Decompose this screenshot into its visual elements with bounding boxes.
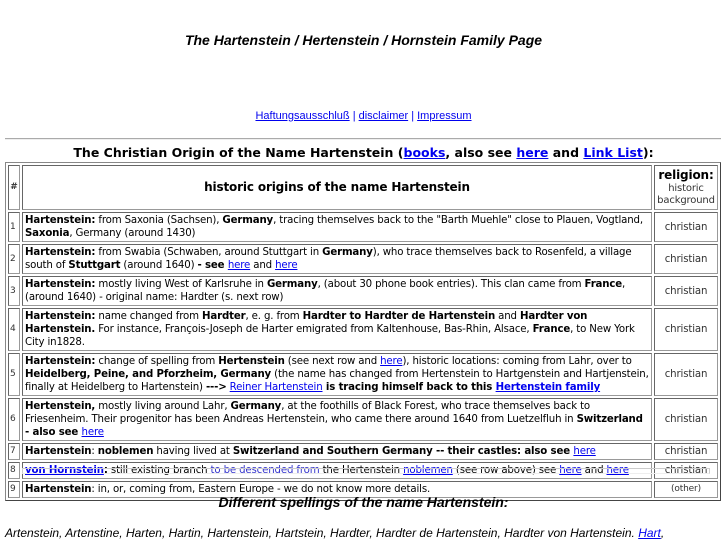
religion-sub: historic background [657, 182, 715, 206]
text-segment: : [91, 446, 98, 457]
text-segment: is tracing himself back to this [322, 382, 496, 393]
table-row [8, 308, 718, 351]
text-segment: Stuttgart [68, 260, 121, 271]
link[interactable]: Hertenstein family [495, 382, 601, 393]
origins-table [5, 162, 721, 501]
text-segment: Hardter to Hardter de Hartenstein [302, 311, 496, 322]
text-segment: Switzerland and Southern Germany -- their castles: also see [232, 446, 574, 457]
religion-cell: christian [654, 276, 718, 306]
hart-link[interactable]: Hart [638, 526, 661, 540]
text-segment: (around 1640) [120, 260, 198, 271]
text-segment: , at the foothills of Black Forest, who trace themselves back to Friesenheim. Their progenitor has been Andreas Hertenstein, who came there around 1640 from Luetzelfluh in [25, 401, 590, 425]
here-link[interactable]: here [516, 145, 549, 160]
divider [5, 138, 721, 140]
text-segment: (see next row and [284, 356, 381, 367]
text-segment: ), who trace themselves back to Rosenfeld, a village south of [25, 247, 632, 271]
text-segment: Saxonia [25, 228, 70, 239]
link[interactable]: here [559, 465, 582, 476]
text-segment: Germany [222, 215, 274, 226]
link[interactable]: here [573, 446, 596, 457]
row-number: 7 [8, 443, 20, 460]
spellings-text [5, 526, 725, 540]
row-number: 4 [8, 308, 20, 351]
text-segment: Hartenstein: [25, 311, 96, 322]
section-heading [0, 145, 727, 160]
text-segment: change of spelling from [95, 356, 219, 367]
spellings-heading: Different spellings of the name Hartenstein: [218, 494, 509, 510]
heading-text: ): [642, 145, 654, 160]
text-segment: France [584, 279, 623, 290]
link[interactable]: Reiner Hartenstein [229, 382, 323, 393]
origin-cell [22, 244, 652, 274]
text-segment: noblemen [97, 446, 154, 457]
table-row [8, 244, 718, 274]
text-segment: mostly living around Lahr, [95, 401, 231, 412]
text-segment: Hartenstein: [25, 356, 96, 367]
religion-cell: christian [654, 244, 718, 274]
religion-cell: christian [654, 212, 718, 242]
text-segment: (the name has changed from Hertenstein to Hartgenstein and Hartjenstein, finally at Heidelberg to Hartenstein) [25, 369, 649, 393]
disclaimer-link[interactable]: disclaimer [358, 110, 409, 122]
text-segment: Hardter von Hartenstein. [25, 311, 588, 335]
text-segment: Germany [230, 401, 282, 412]
link[interactable]: noblemen [403, 465, 453, 476]
heading-text: , also see [445, 145, 517, 160]
text-segment: ), historic locations: coming from Lahr, over to [402, 356, 632, 367]
top-links [0, 110, 727, 122]
heading-text: The Christian Origin of the Name Hartenstein ( [73, 145, 404, 160]
row-number: 2 [8, 244, 20, 274]
text-segment: Hartenstein [25, 484, 92, 495]
text-segment: , to New York City in1828. [25, 324, 635, 348]
text-segment: Hartenstein: [25, 279, 96, 290]
religion-cell: christian [654, 308, 718, 351]
text-segment: Germany [266, 279, 318, 290]
header-religion [654, 165, 718, 210]
row-number: 3 [8, 276, 20, 306]
spellings-list: Artenstein, Artenstine, Harten, Hartin, Hartenstein, Hartstein, Hardter, Hardter de Hartenstein, Hardter von Hartenstein. [5, 526, 639, 540]
text-segment: from Saxonia (Sachsen), [95, 215, 223, 226]
text-segment: Hertenstein [218, 356, 285, 367]
text-segment: , (about 30 phone book entries). This clan came from [317, 279, 585, 290]
text-segment: , e. g. from [245, 311, 303, 322]
header-origins: historic origins of the name Hartenstein [22, 165, 652, 210]
religion-cell: christian [654, 443, 718, 460]
spellings-after: , [660, 526, 665, 540]
table-row [8, 276, 718, 306]
separator: | [408, 110, 418, 122]
text-segment: to be descended from [210, 465, 320, 476]
religion-label: religion: [658, 167, 714, 182]
text-segment: Hertenstein, [25, 401, 96, 412]
row-number: 1 [8, 212, 20, 242]
row-number: 6 [8, 398, 20, 441]
row-number: 5 [8, 353, 20, 396]
page-title: The Hartenstein / Hertenstein / Hornstein Family Page [184, 32, 543, 48]
origin-cell [22, 212, 652, 242]
table-row [8, 398, 718, 441]
origin-cell [22, 276, 652, 306]
origin-cell [22, 443, 652, 460]
separator: | [349, 110, 359, 122]
text-segment: Heidelberg, Peine, and Pforzheim, Germany [25, 369, 272, 380]
text-segment: , tracing themselves back to the "Barth Muehle" close to Plauen, Vogtland, [273, 215, 643, 226]
text-segment: France [532, 324, 571, 335]
text-segment: still existing branch [107, 465, 211, 476]
impressum-link[interactable]: Impressum [417, 110, 472, 122]
text-segment: Hartenstein: [25, 215, 96, 226]
header-num: # [8, 165, 20, 210]
link[interactable]: here [606, 465, 629, 476]
divider [22, 468, 710, 474]
disclaimer-de-link[interactable]: Haftungsausschluß [255, 110, 350, 122]
link-list-link[interactable]: Link List [583, 145, 643, 160]
text-segment: - see [197, 260, 228, 271]
link[interactable]: here [380, 356, 403, 367]
text-segment: and [250, 260, 276, 271]
text-segment: , Germany (around 1430) [69, 228, 196, 239]
religion-cell: christian [654, 462, 718, 479]
row-number: 8 [8, 462, 20, 479]
link[interactable]: here [81, 427, 104, 438]
text-segment: For instance, François-Joseph de Harter emigrated from Kaltenhouse, Bas-Rhin, Alsace, [95, 324, 533, 335]
text-segment: ---> [205, 382, 227, 393]
table-row [8, 212, 718, 242]
text-segment: and [581, 465, 607, 476]
text-segment: Hartenstein: [25, 247, 96, 258]
text-segment: Hartenstein [25, 446, 92, 457]
origin-cell [22, 398, 652, 441]
link[interactable]: von Hornstein [25, 465, 104, 476]
text-segment: and [495, 311, 520, 322]
link[interactable]: here [227, 260, 251, 271]
text-segment: the Hertenstein [319, 465, 404, 476]
religion-cell: christian [654, 353, 718, 396]
origin-cell [22, 308, 652, 351]
religion-cell: (other) [654, 481, 718, 498]
row-number: 9 [8, 481, 20, 498]
text-segment: having lived at [153, 446, 233, 457]
text-segment: : [103, 465, 108, 476]
text-segment: (see row above) see [452, 465, 560, 476]
text-segment: from Swabia (Schwaben, around Stuttgart in [95, 247, 323, 258]
link[interactable]: here [275, 260, 298, 271]
heading-text: and [548, 145, 584, 160]
table-row [8, 353, 718, 396]
origin-cell [22, 353, 652, 396]
text-segment: name changed from [95, 311, 202, 322]
text-segment: : in, or, coming from, Eastern Europe - we do not know more details. [91, 484, 431, 495]
text-segment: Germany [322, 247, 373, 258]
text-segment: mostly living West of Karlsruhe in [95, 279, 267, 290]
text-segment: Hardter [202, 311, 246, 322]
religion-cell: christian [654, 398, 718, 441]
text-segment: Switzerland - also see [25, 414, 643, 438]
books-link[interactable]: books [403, 145, 446, 160]
table-row [8, 443, 718, 460]
text-segment: , (around 1640) - original name: Hardter (s. next row) [25, 279, 626, 303]
